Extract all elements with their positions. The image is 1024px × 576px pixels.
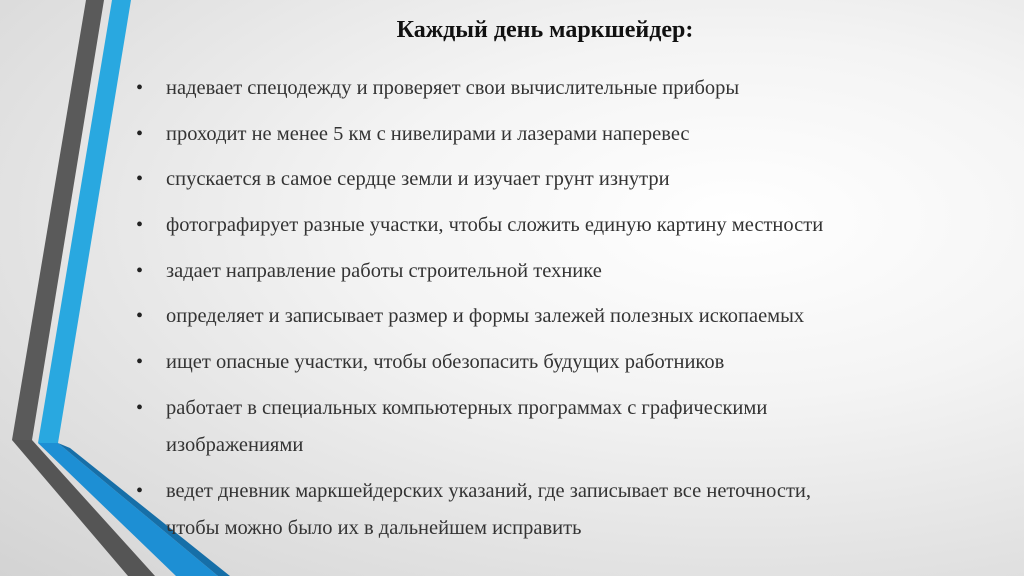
list-item: [130, 70, 1010, 107]
list-item: [130, 207, 1010, 244]
list-item-text: ищет опасные участки, чтобы обезопасить будущих работников: [166, 351, 725, 374]
bullet-icon: •: [136, 77, 144, 99]
bullet-icon: •: [136, 214, 144, 237]
bullet-list: [130, 70, 1010, 555]
bullet-icon: •: [136, 122, 144, 145]
list-item: [130, 390, 1010, 464]
list-item-text: задает направление работы строительной технике: [166, 259, 602, 282]
bullet-icon: •: [136, 259, 144, 282]
bullet-icon: •: [136, 396, 144, 419]
bullet-icon: •: [136, 305, 144, 328]
bullet-icon: •: [136, 351, 144, 374]
list-item-text: спускается в самое сердце земли и изучает грунт изнутри: [166, 168, 670, 191]
list-item-text: надевает спецодежду и проверяет свои вычислительные приборы: [166, 77, 740, 99]
bullet-icon: •: [136, 479, 144, 502]
list-item-text: фотографирует разные участки, чтобы сложить единую картину местности: [166, 214, 824, 237]
list-item: [130, 344, 1010, 381]
list-item-text: проходит не менее 5 км с нивелирами и лазерами наперевес: [166, 122, 690, 145]
list-item-text: определяет и записывает размер и формы залежей полезных ископаемых: [166, 305, 805, 328]
list-item: [130, 298, 1010, 335]
list-item: [130, 253, 1010, 290]
list-item: [130, 161, 1010, 198]
bullet-icon: •: [136, 168, 144, 191]
list-item-text: работает в специальных компьютерных программах с графическими изображениями: [166, 396, 768, 456]
list-item: [130, 116, 1010, 153]
list-item-text: ведет дневник маркшейдерских указаний, где записывает все неточности, чтобы можно было их в дальнейшем исправить: [166, 479, 812, 539]
list-item: [130, 473, 1010, 547]
slide-title: Каждый день маркшейдер:: [396, 17, 694, 43]
